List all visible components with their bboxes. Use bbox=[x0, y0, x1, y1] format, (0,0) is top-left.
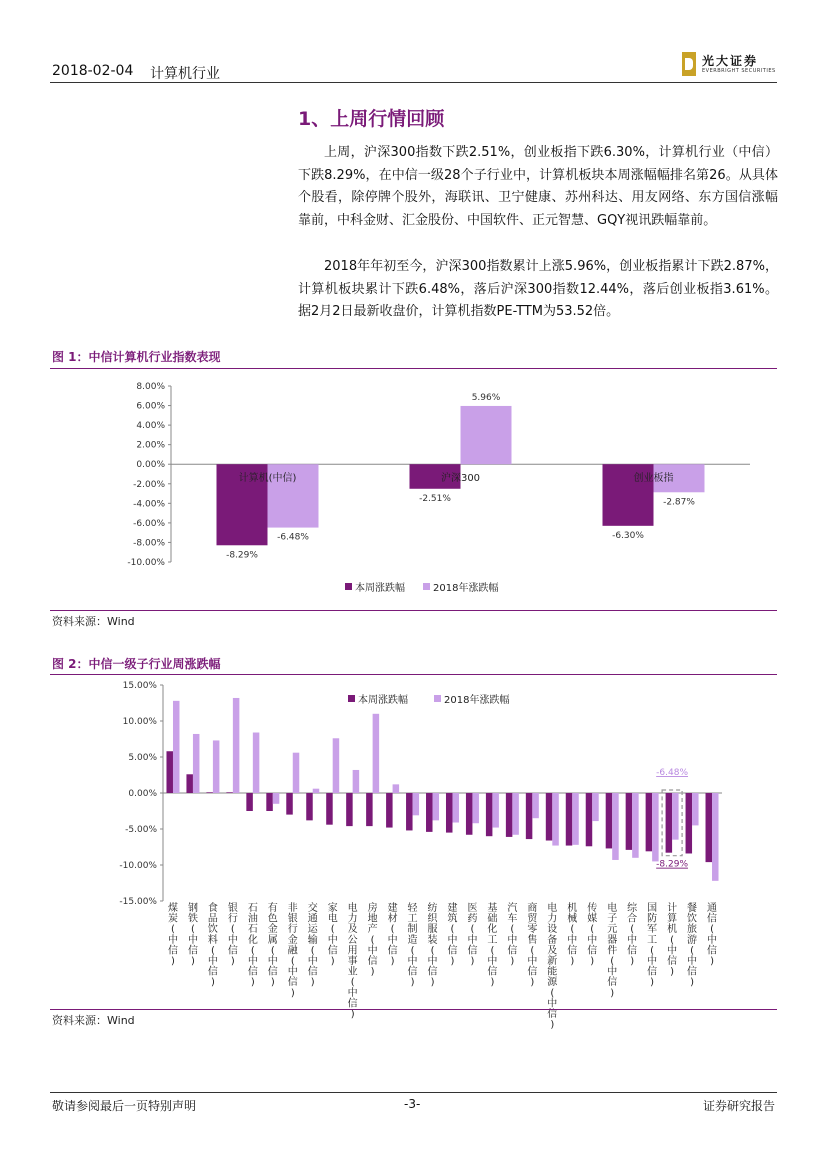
category-label: 机械(中信) bbox=[567, 903, 578, 967]
logo-mark-icon bbox=[682, 52, 696, 76]
category-label: 钢铁(中信) bbox=[187, 903, 198, 967]
bar-ytd bbox=[592, 793, 599, 821]
category-label: 交通运输(中信) bbox=[307, 903, 318, 989]
logo-en-text: EVERBRIGHT SECURITIES bbox=[702, 68, 776, 74]
bar-weekly bbox=[466, 793, 473, 835]
bar-ytd bbox=[472, 793, 479, 823]
bar-ytd bbox=[672, 793, 679, 840]
bar-weekly bbox=[426, 793, 433, 832]
bar-ytd bbox=[461, 406, 512, 464]
bar-weekly bbox=[406, 793, 413, 830]
category-label: 沪深300 bbox=[440, 473, 481, 485]
data-label: -6.48% bbox=[277, 532, 309, 543]
category-label: 医药(中信) bbox=[467, 903, 478, 967]
category-label: 电力设备及新能源(中信) bbox=[547, 903, 558, 1031]
bar-weekly bbox=[346, 793, 353, 826]
annotation-weekly: -8.29% bbox=[656, 859, 689, 870]
bar-weekly bbox=[246, 793, 253, 811]
bar-ytd bbox=[612, 793, 619, 860]
bar-ytd bbox=[712, 793, 719, 881]
bar-ytd bbox=[552, 793, 559, 846]
y-tick-label: 10.00% bbox=[122, 717, 157, 727]
category-label: 计算机(中信) bbox=[667, 903, 678, 978]
report-date: 2018-02-04 bbox=[52, 63, 134, 79]
y-tick-label: 8.00% bbox=[136, 382, 165, 392]
figure2-title: 图 2：中信一级子行业周涨跌幅 bbox=[52, 657, 221, 671]
bar-ytd bbox=[213, 740, 220, 793]
y-tick-label: -2.00% bbox=[133, 479, 165, 490]
category-label: 银行(中信) bbox=[227, 903, 238, 967]
bar-weekly bbox=[546, 793, 553, 841]
bar-ytd bbox=[353, 770, 360, 793]
data-label: -2.51% bbox=[419, 493, 451, 504]
figure2-source: 资料来源：Wind bbox=[52, 1014, 135, 1027]
data-label: -6.30% bbox=[612, 530, 644, 541]
bar-ytd bbox=[512, 793, 519, 835]
legend-swatch bbox=[345, 583, 352, 590]
bar-ytd bbox=[452, 793, 459, 823]
paragraph-ytd-review: 2018年年初至今，沪深300指数累计上涨5.96%，创业板指累计下跌2.87%，计算机板块累计下跌6.48%，落后沪深300指数12.44%，落后创业板指3.61%。据2月2日最新收盘价，计算机指数PE-TTM为53.52倍。 bbox=[298, 259, 778, 320]
bar-weekly bbox=[226, 792, 233, 793]
category-label: 煤炭(中信) bbox=[167, 903, 178, 967]
y-tick-label: -5.00% bbox=[125, 825, 157, 835]
bar-ytd bbox=[273, 793, 280, 804]
bar-weekly bbox=[446, 793, 453, 833]
bar-weekly bbox=[206, 792, 213, 793]
category-label: 计算机(中信) bbox=[238, 473, 297, 485]
figure1-source: 资料来源：Wind bbox=[52, 615, 135, 628]
category-label: 轻工制造(中信) bbox=[407, 903, 418, 989]
bar-ytd bbox=[532, 793, 539, 818]
legend-swatch bbox=[348, 695, 355, 702]
bar-weekly bbox=[686, 793, 693, 853]
y-tick-label: -8.00% bbox=[133, 538, 165, 549]
category-label: 创业板指 bbox=[633, 473, 674, 485]
data-label: -8.29% bbox=[226, 550, 258, 561]
bar-weekly bbox=[666, 793, 673, 853]
category-label: 商贸零售(中信) bbox=[527, 903, 538, 989]
bar-ytd bbox=[413, 793, 420, 815]
category-label: 家电(中信) bbox=[327, 903, 338, 967]
data-label: 5.96% bbox=[471, 392, 501, 403]
category-label: 石油石化(中信) bbox=[247, 903, 258, 989]
bar-weekly bbox=[606, 793, 613, 848]
y-tick-label: 15.00% bbox=[122, 681, 157, 691]
bar-ytd bbox=[293, 753, 300, 793]
bar-ytd bbox=[433, 793, 440, 820]
category-label: 通信(中信) bbox=[707, 903, 718, 967]
annotation-ytd: -6.48% bbox=[656, 768, 689, 778]
report-industry: 计算机行业 bbox=[150, 66, 220, 82]
section-title: 1、上周行情回顾 bbox=[298, 108, 445, 130]
category-label: 综合(中信) bbox=[627, 903, 638, 967]
bar-weekly bbox=[286, 793, 293, 815]
y-tick-label: 6.00% bbox=[136, 401, 165, 412]
bar-weekly bbox=[586, 793, 593, 846]
everbright-logo bbox=[682, 52, 782, 78]
y-tick-label: -4.00% bbox=[133, 499, 165, 510]
bar-ytd bbox=[652, 793, 659, 861]
bar-ytd bbox=[393, 784, 400, 793]
category-label: 食品饮料(中信) bbox=[207, 903, 218, 989]
footer-report-type: 证券研究报告 bbox=[703, 1099, 776, 1113]
bar-ytd bbox=[492, 793, 499, 828]
category-label: 纺织服装(中信) bbox=[427, 903, 438, 989]
category-label: 有色金属(中信) bbox=[267, 903, 278, 989]
legend-label: 本周涨跌幅 bbox=[355, 583, 405, 594]
category-label: 房地产(中信) bbox=[367, 903, 378, 978]
figure2-bottom-rule bbox=[50, 1009, 777, 1010]
footer-disclaimer: 敬请参阅最后一页特别声明 bbox=[52, 1099, 197, 1113]
legend-label: 本周涨跌幅 bbox=[358, 695, 408, 706]
figure1-title: 图 1：中信计算机行业指数表现 bbox=[52, 350, 221, 364]
y-tick-label: 0.00% bbox=[136, 460, 165, 471]
bar-weekly bbox=[486, 793, 493, 836]
footer-rule bbox=[50, 1092, 777, 1093]
bar-ytd bbox=[193, 734, 200, 793]
bar-weekly bbox=[326, 793, 333, 825]
bar-ytd bbox=[692, 793, 699, 825]
category-label: 基础化工(中信) bbox=[487, 903, 498, 989]
legend-swatch bbox=[423, 583, 430, 590]
figure1-chart bbox=[50, 372, 777, 608]
bar-weekly bbox=[166, 751, 173, 793]
bar-ytd bbox=[373, 714, 380, 793]
category-label: 电力及公用事业(中信) bbox=[347, 903, 358, 1020]
y-tick-label: -6.00% bbox=[133, 518, 165, 529]
bar-weekly bbox=[366, 793, 373, 826]
legend-swatch bbox=[434, 695, 441, 702]
category-label: 传媒(中信) bbox=[587, 903, 598, 967]
bar-ytd bbox=[333, 738, 340, 793]
data-label: -2.87% bbox=[663, 497, 695, 508]
figure1-rule bbox=[50, 368, 777, 369]
category-label: 非银行金融(中信) bbox=[287, 903, 298, 999]
bar-weekly bbox=[526, 793, 533, 839]
category-label: 汽车(中信) bbox=[507, 903, 518, 967]
y-tick-label: -15.00% bbox=[119, 897, 157, 907]
bar-weekly bbox=[646, 793, 653, 851]
legend-label: 2018年涨跌幅 bbox=[433, 583, 499, 594]
figure2-rule bbox=[50, 674, 777, 675]
category-label: 建材(中信) bbox=[387, 903, 398, 967]
page-number: -3- bbox=[404, 1097, 421, 1111]
y-tick-label: 5.00% bbox=[128, 753, 157, 763]
category-label: 餐饮旅游(中信) bbox=[687, 903, 698, 989]
bar-ytd bbox=[572, 793, 579, 845]
bar-ytd bbox=[233, 698, 240, 793]
paragraph-weekly-review: 上周，沪深300指数下跌2.51%，创业板指下跌6.30%，计算机行业（中信）下跌8.29%，在中信一级28个子行业中，计算机板块本周涨幅幅排名第26。从具体个股看，除停牌个股外，海联讯、卫宁健康、苏州科达、用友网络、东方国信涨幅靠前，中科金财、汇金股份、中国软件、正元智慧、GQY视讯跌幅靠前。 bbox=[298, 145, 778, 229]
header-rule bbox=[50, 82, 777, 83]
bar-weekly bbox=[626, 793, 633, 850]
bar-weekly bbox=[386, 793, 393, 828]
logo-cn-text: 光大证券 bbox=[702, 54, 759, 68]
bar-weekly bbox=[186, 774, 193, 793]
y-tick-label: 4.00% bbox=[136, 421, 165, 432]
bar-weekly bbox=[266, 793, 273, 811]
y-tick-label: 0.00% bbox=[128, 789, 157, 799]
bar-ytd bbox=[313, 789, 320, 793]
category-label: 电子元器件(中信) bbox=[607, 903, 618, 999]
y-tick-label: 2.00% bbox=[136, 440, 165, 451]
bar-ytd bbox=[173, 701, 180, 793]
bar-weekly bbox=[506, 793, 513, 837]
bar-ytd bbox=[632, 793, 639, 858]
bar-ytd bbox=[253, 733, 260, 793]
y-tick-label: -10.00% bbox=[119, 861, 157, 871]
category-label: 建筑(中信) bbox=[447, 903, 458, 967]
bar-weekly bbox=[706, 793, 713, 862]
y-tick-label: -10.00% bbox=[127, 558, 165, 568]
figure1-bottom-rule bbox=[50, 610, 777, 611]
bar-weekly bbox=[566, 793, 573, 846]
bar-weekly bbox=[306, 793, 313, 820]
legend-label: 2018年涨跌幅 bbox=[444, 695, 510, 706]
category-label: 国防军工(中信) bbox=[647, 903, 658, 989]
